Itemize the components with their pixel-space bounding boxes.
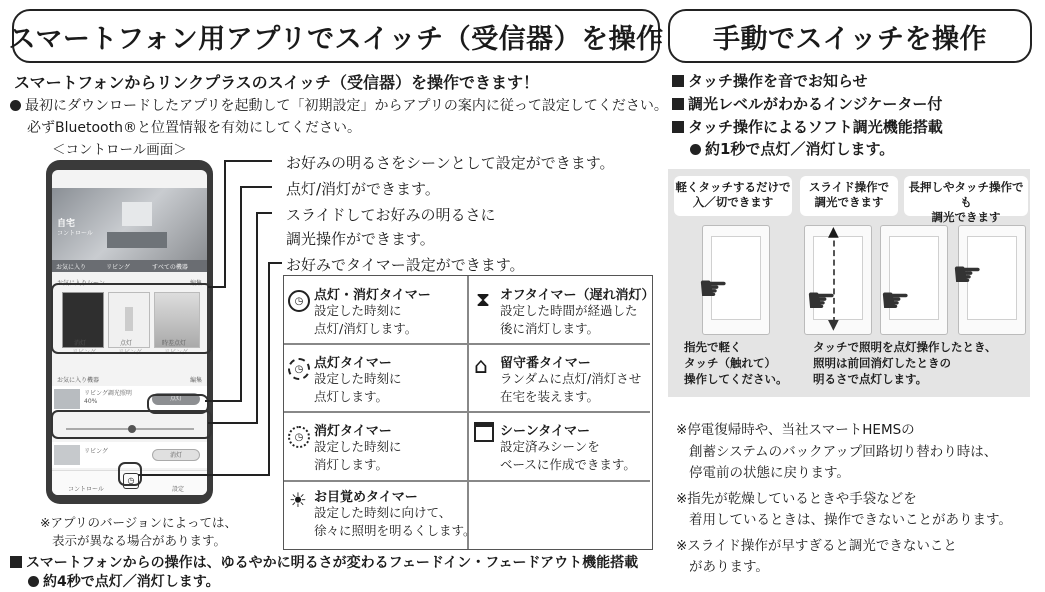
timer-3-desc-1: ランダムに点灯/消灯させ [500, 371, 642, 386]
device-header: お気に入り機器 [57, 377, 100, 384]
room-photo [52, 188, 207, 260]
callout-onoff: 点灯/消灯ができます。 [286, 180, 440, 198]
scene-label-0: 消灯 [74, 340, 87, 347]
slider-highlight-box [51, 410, 212, 439]
bullet-icon [28, 576, 39, 587]
clock-on-icon: ◷ [288, 358, 310, 380]
note-dry-1: ※指先が乾燥しているときや手袋などを [676, 491, 917, 507]
note-power-2: 創蓄システムのバックアップ回路切り替わり時は、 [689, 444, 998, 460]
scene-label-2: 時差点灯 [162, 340, 187, 347]
phone-tab-0[interactable]: お気に入り [56, 264, 87, 271]
app-version-note-2: 表示が異なる場合があります。 [52, 533, 227, 548]
device-thumb-2 [54, 445, 80, 465]
arrow-down-icon: ▼ [828, 317, 839, 333]
bubble-longpress-line-1: 長押しやタッチ操作でも [908, 180, 1024, 209]
scene-sub-1: リビング [118, 349, 142, 356]
timer-2-name: 点灯タイマー [314, 356, 392, 371]
clapper-icon [474, 422, 494, 442]
bubble-slide-line-2: 調光できます [814, 195, 884, 209]
callout-slide-2: 調光操作ができます。 [286, 230, 435, 248]
hand-icon-4: ☛ [952, 255, 983, 295]
left-section-title-text: スマートフォン用アプリでスイッチ（受信器）を操作 [8, 23, 664, 55]
callout-line-2-h [240, 186, 272, 188]
square-bullet-icon [672, 98, 684, 110]
timer-0-desc-1: 設定した時刻に [314, 303, 402, 318]
bubble-slide-line-1: スライド操作で [808, 180, 890, 194]
caption-tap-2: タッチ（触れて） [684, 356, 776, 370]
square-bullet-icon [10, 556, 22, 568]
callout-line-3-h [256, 212, 272, 214]
callout-line-4-v [268, 262, 270, 476]
device-1-toggle[interactable]: 点灯 [152, 393, 200, 405]
timer-2-desc-2: 点灯します。 [314, 389, 389, 404]
phone-home-sub: コントロール [57, 230, 93, 237]
note-slide-2: があります。 [689, 559, 769, 575]
feature-3-sub [690, 138, 894, 159]
house-icon: ⌂ [474, 354, 488, 379]
timer-0-desc-2: 点灯/消灯します。 [314, 321, 418, 336]
clock-off-icon: ◷ [288, 426, 310, 448]
note-dry-2: 着用しているときは、操作できないことがあります。 [689, 512, 1012, 528]
caption-tap-1: 指先で軽く [684, 340, 742, 354]
bubble-longpress-line-2: 調光できます [931, 210, 1001, 224]
left-heading: スマートフォンからリンクプラスのスイッチ（受信器）を操作できます！ [14, 73, 539, 92]
callout-line-2-v [240, 186, 242, 401]
phone-home-label: 自宅 [57, 219, 76, 229]
timer-0-name: 点灯・消灯タイマー [314, 288, 431, 303]
timer-6-desc-1: 設定した時刻に向けて、 [314, 505, 452, 520]
callout-line-4-h [268, 262, 282, 264]
timer-4-desc-2: 消灯します。 [314, 457, 389, 472]
bubble-slide [800, 176, 898, 216]
timer-3-desc-2: 在宅を装えます。 [500, 389, 600, 404]
right-section-title [668, 9, 1032, 63]
timer-6-name: お目覚めタイマー [314, 490, 418, 505]
callout-line-1-s [208, 286, 226, 288]
hand-icon-1: ☛ [698, 269, 729, 309]
intro-line-1-text: 最初にダウンロードしたアプリを起動して「初期設定」からアプリの案内に従って設定してください。 [25, 98, 668, 114]
bubble-longpress [904, 176, 1028, 224]
clock-icon: ◷ [288, 290, 310, 312]
feature-3 [672, 116, 943, 137]
app-version-note-1: ※アプリのバージョンによっては、 [40, 515, 237, 530]
left-section-title [8, 9, 664, 63]
device-1-name: リビング調光照明 [84, 390, 132, 397]
device-thumb-1 [54, 389, 80, 409]
scene-header: お気に入りシーン [57, 280, 105, 287]
bubble-tap-line-2: 入／切できます [692, 195, 774, 209]
device-1-level: 40% [84, 398, 98, 405]
callout-scene: お好みの明るさをシーンとして設定ができます。 [286, 154, 615, 172]
feature-2 [672, 93, 942, 114]
hand-icon-3: ☛ [880, 281, 911, 321]
bubble-tap [674, 176, 792, 216]
device-edit-link[interactable]: 編集 [190, 377, 203, 384]
window-shape [122, 202, 152, 226]
timer-3-name: 留守番タイマー [500, 356, 591, 371]
footer-control[interactable]: コントロール [68, 486, 104, 493]
phone-tabs [52, 260, 207, 272]
scene-sub-0: リビング [72, 349, 96, 356]
switch-illustration-panel [668, 169, 1030, 397]
table-hdivider-1 [284, 343, 650, 345]
callout-line-1-v [224, 160, 226, 287]
callout-slide-1: スライドしてお好みの明るさに [286, 206, 496, 224]
timer-1-name: オフタイマー（遅れ消灯） [500, 288, 655, 303]
feature-3-sub-text: 約1秒で点灯／消灯します。 [705, 140, 895, 158]
control-screen-label: ＜コントロール画面＞ [52, 142, 187, 158]
arrow-up-icon: ▲ [828, 224, 839, 240]
timer-1-desc-1: 設定した時間が経過した [500, 303, 638, 318]
toggle-highlight-box [147, 394, 209, 414]
scene-highlight-box [51, 283, 212, 354]
footer-settings[interactable]: 設定 [172, 486, 185, 493]
callout-line-2-s [205, 400, 242, 402]
timer-5-name: シーンタイマー [500, 424, 590, 439]
caption-light-1: タッチで照明を点灯操作したとき、 [813, 340, 997, 354]
feature-3-text: タッチ操作によるソフト調光機能搭載 [688, 118, 943, 136]
caption-tap-3: 操作してください。 [684, 372, 788, 386]
timer-6-desc-2: 徐々に照明を明るくします。 [314, 523, 476, 538]
callout-line-1-h [224, 160, 272, 162]
timer-5-desc-2: ベースに作成できます。 [500, 457, 636, 472]
note-slide-1: ※スライド操作が早すぎると調光できないこと [676, 538, 957, 554]
timer-2-desc-1: 設定した時刻に [314, 371, 402, 386]
scene-edit-link[interactable]: 編集 [190, 280, 203, 287]
phone-tab-2[interactable]: すべての機器 [152, 264, 188, 271]
table-hdivider-2 [284, 411, 650, 413]
bullet-icon [690, 144, 701, 155]
timer-button-icon[interactable]: ◷ [123, 473, 139, 489]
scene-sub-2: リビング [164, 349, 188, 356]
timer-4-desc-1: 設定した時刻に [314, 439, 402, 454]
callout-timer: お好みでタイマー設定ができます。 [286, 256, 525, 274]
scene-label-1: 点灯 [120, 340, 133, 347]
bubble-tap-line-1: 軽くタッチするだけで [675, 180, 791, 194]
caption-light-3: 明るさで点灯します。 [813, 372, 928, 386]
timer-table [283, 275, 653, 550]
fade-feature-line [10, 552, 638, 572]
bullet-icon [10, 100, 21, 111]
feature-2-text: 調光レベルがわかるインジケーター付 [688, 95, 943, 113]
callout-line-3-s [208, 422, 258, 424]
phone-tab-1[interactable]: リビング [106, 264, 130, 271]
callout-line-3-v [256, 212, 258, 423]
fade-feature-sub [28, 571, 220, 591]
caption-light-2: 照明は前回消灯したときの [813, 356, 951, 370]
note-power-1: ※停電復帰時や、当社スマートHEMSの [676, 422, 915, 438]
callout-line-4-s [138, 474, 270, 476]
timer-5-desc-1: 設定済みシーンを [500, 439, 600, 454]
fade-feature-sub-text: 約4秒で点灯／消灯します。 [43, 574, 220, 590]
furniture-shape [107, 232, 167, 248]
hourglass-icon: ⧗ [476, 287, 491, 311]
square-bullet-icon [672, 121, 684, 133]
right-section-title-text: 手動でスイッチを操作 [713, 23, 987, 55]
device-2-name: リビング [84, 448, 108, 455]
timer-1-desc-2: 後に消灯します。 [500, 321, 600, 336]
intro-line-1 [10, 95, 668, 115]
table-vdivider [467, 276, 469, 481]
feature-1 [672, 70, 868, 91]
square-bullet-icon [672, 75, 684, 87]
intro-line-2: 必ずBluetooth®と位置情報を有効にしてください。 [27, 120, 361, 136]
fade-feature-text: スマートフォンからの操作は、ゆるやかに明るさが変わるフェードイン・フェードアウト機能搭載 [26, 555, 639, 571]
sun-icon: ☀ [289, 488, 307, 512]
timer-4-name: 消灯タイマー [314, 424, 392, 439]
feature-1-text: タッチ操作を音でお知らせ [688, 72, 868, 90]
hand-icon-2: ☛ [806, 281, 837, 321]
device-2-toggle[interactable]: 消灯 [152, 449, 200, 461]
note-power-3: 停電前の状態に戻ります。 [689, 465, 850, 481]
